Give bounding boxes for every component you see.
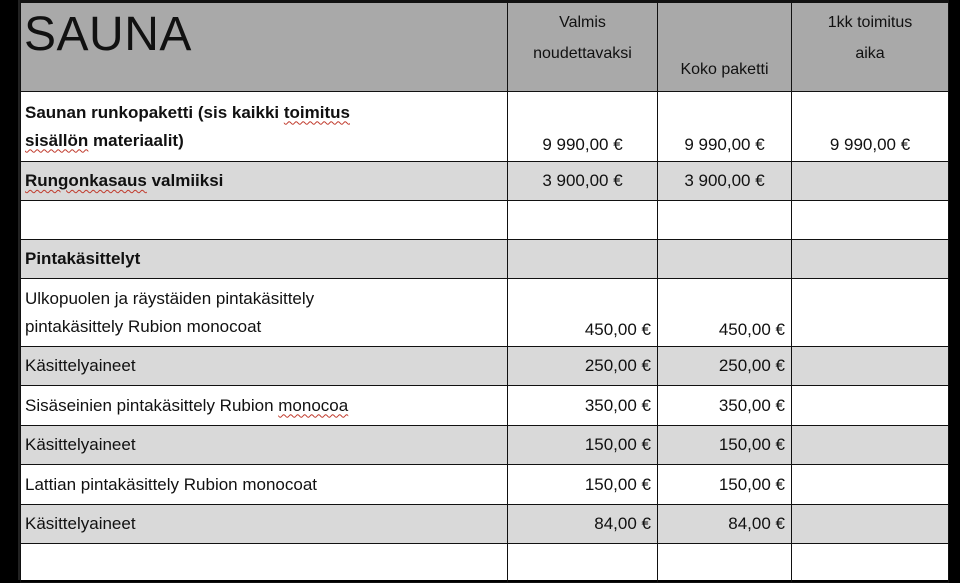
header-row xyxy=(21,2,949,92)
price-cell[interactable]: 9 990,00 € xyxy=(792,92,949,162)
price-cell[interactable] xyxy=(792,426,949,465)
price-cell[interactable] xyxy=(792,386,949,426)
price-cell[interactable] xyxy=(792,240,949,279)
table-row xyxy=(21,201,949,240)
table-row xyxy=(21,505,949,544)
price-cell[interactable]: 350,00 € xyxy=(508,386,658,426)
table-row xyxy=(21,92,949,162)
price-cell[interactable] xyxy=(792,544,949,583)
table-row xyxy=(21,386,949,426)
table-row xyxy=(21,279,949,347)
price-cell[interactable]: 250,00 € xyxy=(508,347,658,386)
price-cell[interactable]: 84,00 € xyxy=(658,505,792,544)
sheet-title[interactable]: SAUNA xyxy=(21,2,508,92)
price-cell[interactable] xyxy=(658,544,792,583)
column-header-line: Valmis xyxy=(559,14,606,31)
row-label-text: monocoa xyxy=(278,395,349,415)
table-row xyxy=(21,162,949,201)
price-cell[interactable]: 3 900,00 € xyxy=(508,162,658,201)
row-label-text: pintakäsittely Rubion monocoat xyxy=(25,316,262,336)
price-cell[interactable] xyxy=(792,201,949,240)
price-cell[interactable]: 450,00 € xyxy=(508,279,658,347)
column-header-line: noudettavaksi xyxy=(533,45,632,62)
row-label-cell[interactable]: Lattian pintakäsittely Rubion monocoat xyxy=(21,465,508,505)
price-cell[interactable]: 3 900,00 € xyxy=(658,162,792,201)
column-header-line: Koko paketti xyxy=(680,61,769,78)
row-label-cell[interactable] xyxy=(21,201,508,240)
row-label-cell[interactable]: Käsittelyaineet xyxy=(21,505,508,544)
row-label-cell[interactable]: Käsittelyaineet xyxy=(21,426,508,465)
price-cell[interactable] xyxy=(658,201,792,240)
column-header-line: 1kk toimitus xyxy=(827,14,913,31)
price-cell[interactable] xyxy=(792,347,949,386)
price-cell[interactable]: 9 990,00 € xyxy=(508,92,658,162)
price-cell[interactable]: 150,00 € xyxy=(508,465,658,505)
row-label-cell[interactable] xyxy=(21,386,508,426)
price-cell[interactable]: 150,00 € xyxy=(658,465,792,505)
table-row xyxy=(21,465,949,505)
spreadsheet-page xyxy=(18,0,948,580)
price-cell[interactable] xyxy=(508,201,658,240)
price-cell[interactable] xyxy=(792,162,949,201)
row-label-cell[interactable] xyxy=(21,162,508,201)
price-cell[interactable] xyxy=(792,465,949,505)
column-header-line: aika xyxy=(855,45,885,62)
row-label-cell[interactable] xyxy=(21,279,508,347)
row-label-cell[interactable] xyxy=(21,92,508,162)
row-label-text: Saunan runkopaketti (sis kaikki xyxy=(25,102,284,122)
price-cell[interactable]: 450,00 € xyxy=(658,279,792,347)
row-label-text: valmiiksi xyxy=(146,171,224,190)
price-table xyxy=(20,0,949,583)
price-cell[interactable] xyxy=(792,279,949,347)
price-cell[interactable]: 9 990,00 € xyxy=(658,92,792,162)
price-cell[interactable] xyxy=(792,505,949,544)
row-label-text: Sisäseinien pintakäsittely Rubion xyxy=(25,395,279,415)
row-label-text: toimitus xyxy=(283,102,350,122)
price-cell[interactable]: 150,00 € xyxy=(508,426,658,465)
row-label-text: Rungonkasaus xyxy=(25,171,147,190)
price-cell[interactable]: 250,00 € xyxy=(658,347,792,386)
row-label-text: Ulkopuolen ja räystäiden pintakäsittely xyxy=(25,288,315,308)
price-cell[interactable]: 150,00 € xyxy=(658,426,792,465)
row-label-cell[interactable]: Käsittelyaineet xyxy=(21,347,508,386)
price-cell[interactable]: 84,00 € xyxy=(508,505,658,544)
price-cell[interactable] xyxy=(658,240,792,279)
table-row xyxy=(21,347,949,386)
table-row xyxy=(21,240,949,279)
price-cell[interactable] xyxy=(508,544,658,583)
column-header-koko-paketti[interactable] xyxy=(658,2,792,92)
price-cell[interactable] xyxy=(508,240,658,279)
table-row xyxy=(21,426,949,465)
section-heading-cell[interactable]: Pintakäsittelyt xyxy=(21,240,508,279)
row-label-cell[interactable] xyxy=(21,544,508,583)
row-label-text: sisällön xyxy=(25,130,89,150)
row-label-text: materiaalit) xyxy=(88,130,184,150)
price-cell[interactable]: 350,00 € xyxy=(658,386,792,426)
column-header-valmis[interactable] xyxy=(508,2,658,92)
table-row xyxy=(21,544,949,583)
column-header-toimitus[interactable] xyxy=(792,2,949,92)
